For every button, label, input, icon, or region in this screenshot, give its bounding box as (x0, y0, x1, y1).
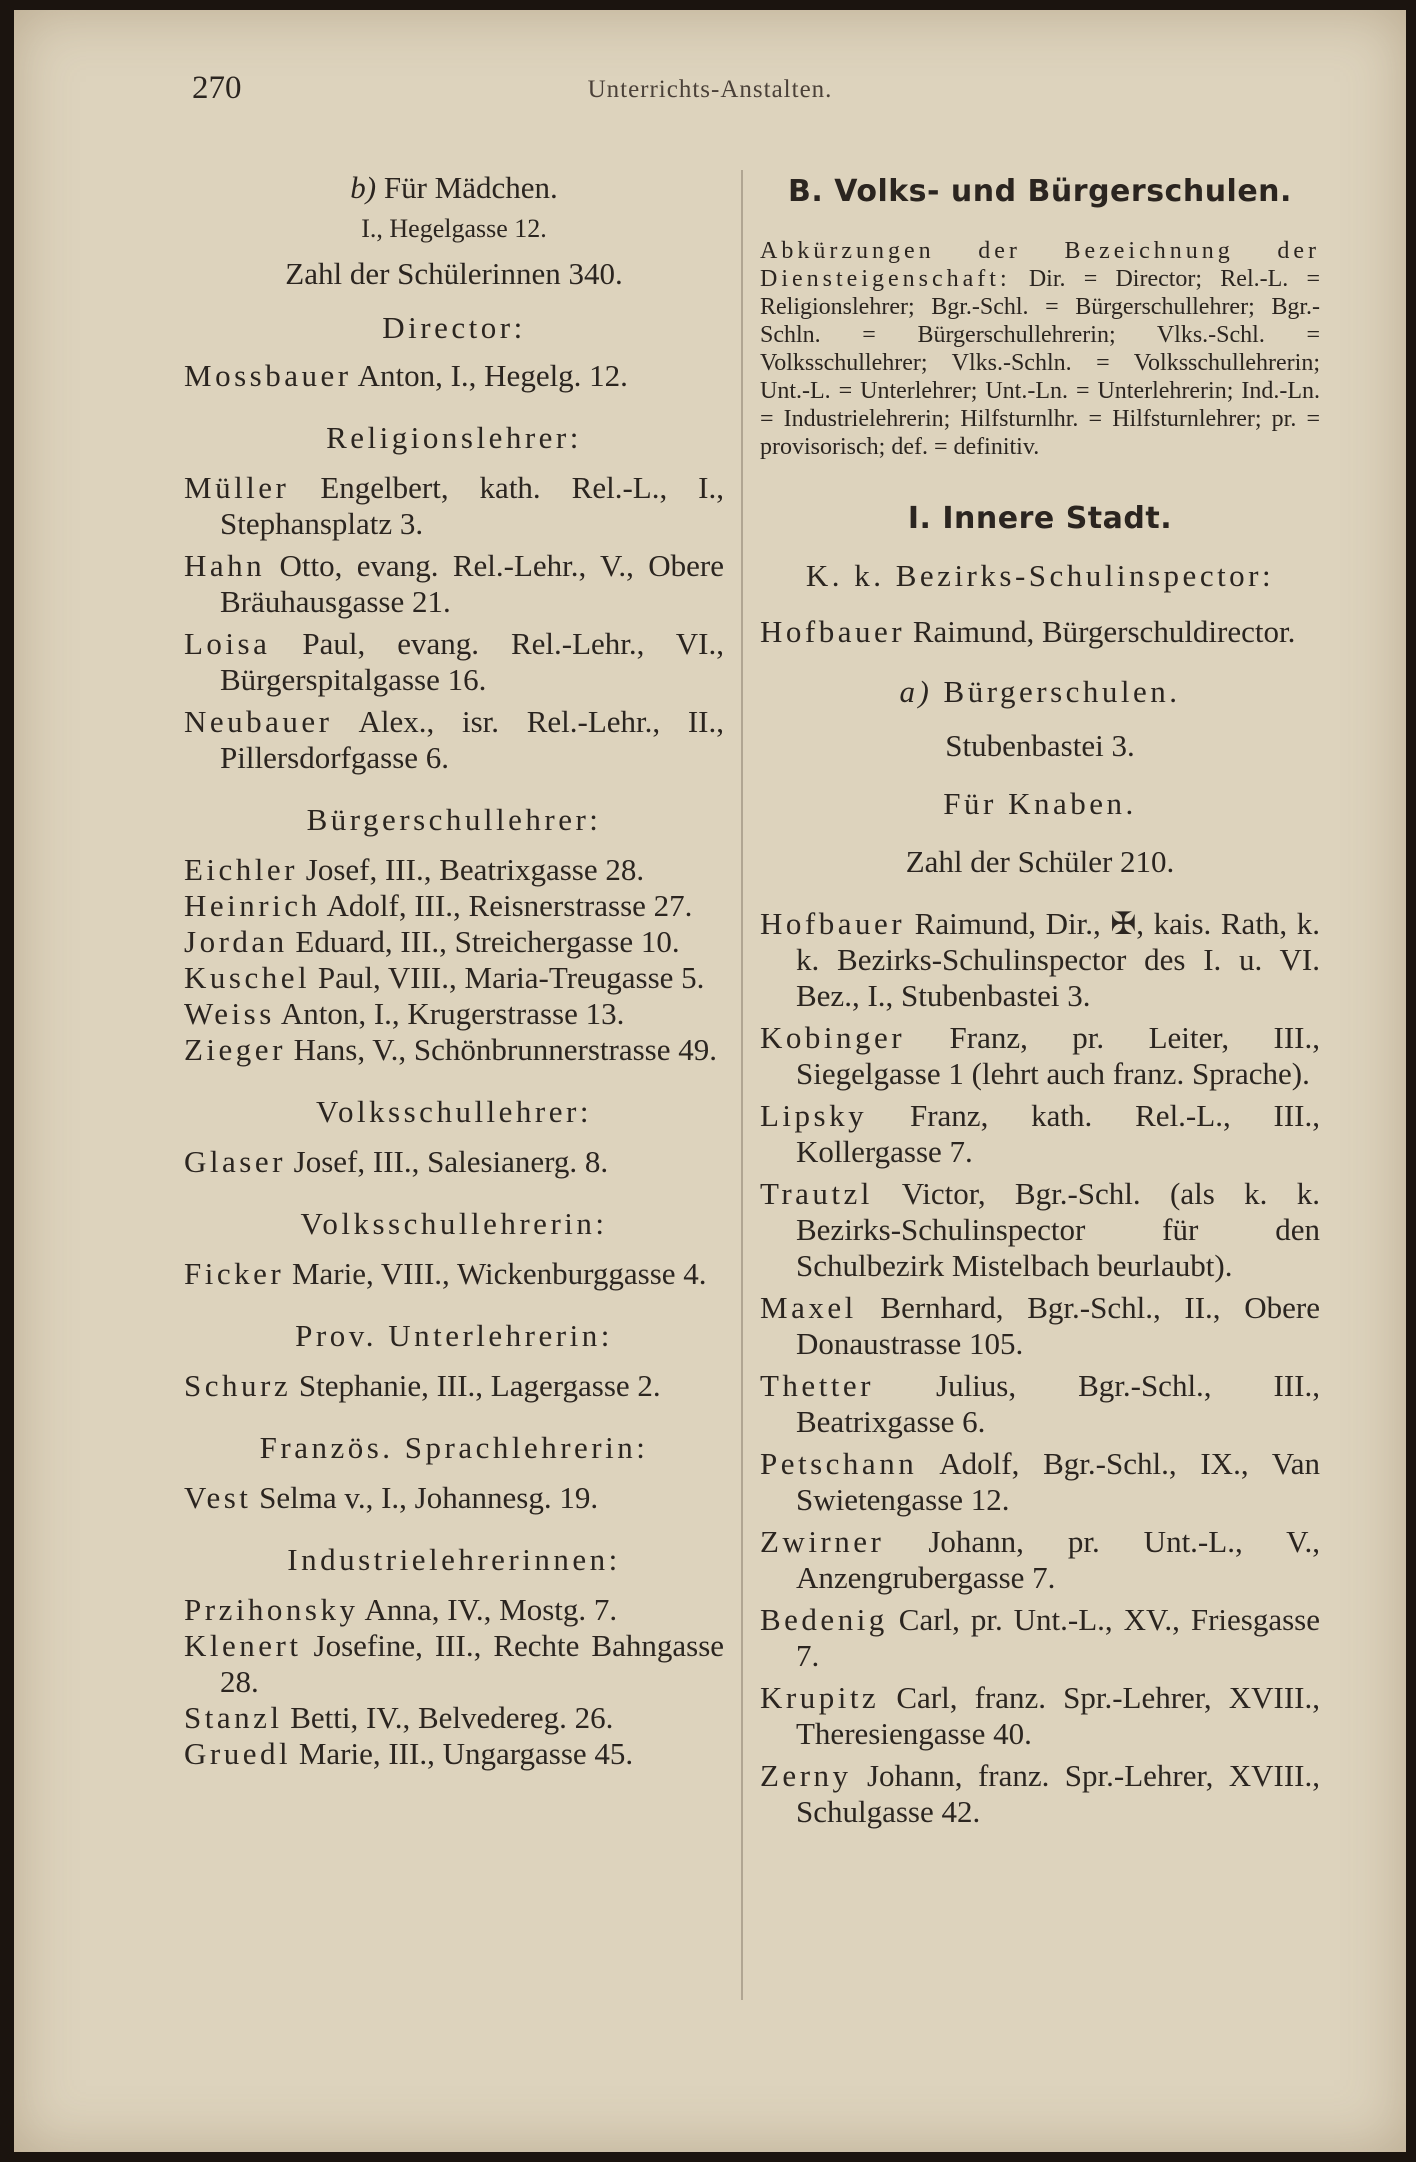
entry-details: Adolf, Bgr.-Schl., IX., Van Swietengasse 12. (796, 1446, 1320, 1517)
entry-details: Johann, pr. Unt.-L., V., Anzengrubergasse 7. (796, 1524, 1320, 1595)
list-item (184, 996, 724, 1032)
list-item (184, 960, 724, 996)
section-title (184, 170, 724, 206)
entry-details: Anna, IV., Mostg. 7. (364, 1592, 618, 1627)
list-item (760, 1368, 1320, 1440)
entry-name: Hahn (184, 548, 266, 583)
unterlehrerin-heading: Prov. Unterlehrerin: (295, 1318, 613, 1353)
list-item (760, 1176, 1320, 1284)
entry-name: Hofbauer (760, 906, 906, 941)
district-heading: I. Innere Stadt. (907, 501, 1173, 536)
entry-details: Josefine, III., Rechte Bahngasse 28. (220, 1628, 725, 1699)
entry-details: Stephanie, III., Lagergasse 2. (298, 1368, 661, 1403)
entry-details: Julius, Bgr.-Schl., III., Beatrixgasse 6. (796, 1368, 1320, 1439)
entry-name: Hofbauer (760, 614, 906, 649)
subsection-group: Für Knaben. (943, 786, 1137, 821)
entry-details: Paul, VIII., Maria-Treugasse 5. (317, 960, 705, 995)
list-item (184, 1700, 724, 1736)
list-item (760, 1098, 1320, 1170)
entry-details: Anton, I., Krugerstrasse 13. (280, 996, 625, 1031)
list-item (184, 852, 724, 888)
list-item (760, 1758, 1320, 1830)
entry-name: Zieger (184, 1032, 286, 1067)
volksschullehrerin-heading: Volksschullehrerin: (300, 1206, 608, 1241)
list-item (184, 704, 724, 776)
abbreviations (760, 237, 1320, 461)
entry-name: Petschann (760, 1446, 918, 1481)
list-item (184, 626, 724, 698)
entry-name: Weiss (184, 996, 275, 1031)
entry-details: Eduard, III., Streichergasse 10. (295, 924, 680, 959)
right-column (760, 170, 1320, 1836)
list-item (760, 1290, 1320, 1362)
entry-details: Anton, I., Hegelg. 12. (357, 358, 628, 393)
page-header (14, 70, 1406, 120)
entry-details: Franz, pr. Leiter, III., Siegelgasse 1 (lehrt auch franz. Sprache). (796, 1020, 1320, 1091)
entry-name: Thetter (760, 1368, 875, 1403)
inspector-entry (760, 614, 1320, 650)
entry-details: Otto, evang. Rel.-Lehr., V., Obere Bräuhausgasse 21. (220, 548, 724, 619)
school-address: I., Hegelgasse 12. (361, 214, 547, 243)
buergerschul-heading: Bürgerschullehrer: (306, 802, 602, 837)
entry-name: Trautzl (760, 1176, 873, 1211)
list-item (760, 1446, 1320, 1518)
entry-name: Kuschel (184, 960, 311, 995)
pupil-count-boys: Zahl der Schüler 210. (905, 844, 1175, 879)
entry-name: Zwirner (760, 1524, 885, 1559)
page-number: 270 (192, 70, 242, 106)
entry-details: Raimund, Bürgerschuldirector. (912, 614, 1296, 649)
entry-name: Kobinger (760, 1020, 906, 1055)
entry-name: Gruedl (184, 1736, 292, 1771)
list-item (184, 548, 724, 620)
entry-details: Hans, V., Schönbrunnerstrasse 49. (293, 1032, 717, 1067)
buergerschul-list (184, 852, 724, 1068)
subsection-letter: a) (899, 674, 933, 709)
entry-name: Klenert (184, 1628, 302, 1663)
entry-name: Stanzl (184, 1700, 283, 1735)
section-letter: b) (350, 170, 377, 205)
list-item (184, 924, 724, 960)
industrie-list (184, 1592, 724, 1772)
list-item (184, 1592, 724, 1628)
list-item (184, 1480, 724, 1516)
entry-details: Raimund, Dir., ✠, kais. Rath, k. k. Bezirks-Schulinspector des I. u. VI. Bez., I., Stubenbastei 3. (796, 906, 1321, 1013)
entry-name: Vest (184, 1480, 252, 1515)
entry-details: Johann, franz. Spr.-Lehrer, XVIII., Schulgasse 42. (796, 1758, 1320, 1829)
abbreviations-lead: Abkürzungen der Bezeichnung der Diensteigenschaft: (760, 238, 1320, 292)
list-item (760, 1602, 1320, 1674)
entry-name: Mossbauer (184, 358, 352, 393)
entry-name: Jordan (184, 924, 288, 959)
list-item (760, 1524, 1320, 1596)
left-column (184, 170, 724, 1772)
subsection-title (760, 674, 1320, 710)
entry-details: Victor, Bgr.-Schl. (als k. k. Bezirks-Schulinspector für den Schulbezirk Mistelbach beurlaubt). (796, 1176, 1320, 1283)
entry-details: Adolf, III., Reisnerstrasse 27. (326, 888, 693, 923)
list-item (184, 1032, 724, 1068)
volksschul-heading: Volksschullehrer: (316, 1094, 592, 1129)
entry-details: Engelbert, kath. Rel.-L., I., Stephansplatz 3. (220, 470, 724, 541)
entry-name: Zerny (760, 1758, 852, 1793)
director-entry (184, 358, 724, 394)
director-heading: Director: (382, 310, 526, 345)
abbreviations-text: Dir. = Director; Rel.-L. = Religionslehrer; Bgr.-Schl. = Bürgerschullehrer; Bgr.-Schln. = Bürgerschullehrerin; Vlks.-Schl. = Volksschullehrer; Vlks.-Schln. = Volksschullehrerin; Unt.-L. = Unterlehrer; Unt.-Ln. = Unterlehrerin; Ind.-Ln. = Industrielehrerin; Hilfsturnlhr. = Hilfsturnlehrer; pr. = provisorisch; def. = definitiv. (760, 266, 1321, 460)
section-title-text: Für Mädchen. (383, 170, 558, 205)
list-item (184, 1368, 724, 1404)
entry-details: Josef, III., Salesianerg. 8. (293, 1144, 609, 1179)
entry-name: Przihonsky (184, 1592, 359, 1627)
entry-details: Bernhard, Bgr.-Schl., II., Obere Donaustrasse 105. (796, 1290, 1320, 1361)
list-item (184, 1628, 724, 1700)
staff-list (760, 906, 1320, 1830)
main-heading: B. Volks- und Bürgerschulen. (788, 174, 1292, 209)
entry-name: Glaser (184, 1144, 286, 1179)
entry-details: Marie, III., Ungargasse 45. (298, 1736, 634, 1771)
entry-details: Selma v., I., Johannesg. 19. (259, 1480, 599, 1515)
entry-details: Josef, III., Beatrixgasse 28. (305, 852, 645, 887)
religion-heading: Religionslehrer: (326, 420, 582, 455)
list-item (184, 470, 724, 542)
list-item (760, 1680, 1320, 1752)
entry-details: Paul, evang. Rel.-Lehr., VI., Bürgerspitalgasse 16. (220, 626, 725, 697)
entry-name: Maxel (760, 1290, 857, 1325)
running-head: Unterrichts-Anstalten. (587, 76, 833, 103)
list-item (184, 888, 724, 924)
sprachlehrerin-heading: Französ. Sprachlehrerin: (259, 1430, 649, 1465)
entry-name: Heinrich (184, 888, 321, 923)
religion-list (184, 470, 724, 776)
subsection-title-text: Bürgerschulen. (943, 674, 1181, 709)
entry-details: Carl, pr. Unt.-L., XV., Friesgasse 7. (796, 1602, 1320, 1673)
entry-name: Eichler (184, 852, 299, 887)
entry-name: Müller (184, 470, 290, 505)
entry-name: Neubauer (184, 704, 333, 739)
entry-name: Schurz (184, 1368, 292, 1403)
list-item (184, 1256, 724, 1292)
entry-details: Alex., isr. Rel.-Lehr., II., Pillersdorfgasse 6. (220, 704, 724, 775)
inspector-heading: K. k. Bezirks-Schulinspector: (805, 558, 1275, 593)
entry-details: Franz, kath. Rel.-L., III., Kollergasse 7. (796, 1098, 1321, 1169)
list-item (760, 906, 1320, 1014)
entry-name: Bedenig (760, 1602, 888, 1637)
entry-details: Marie, VIII., Wickenburggasse 4. (291, 1256, 707, 1291)
list-item (184, 1736, 724, 1772)
subsection-address: Stubenbastei 3. (945, 728, 1135, 763)
page (14, 10, 1406, 2152)
industrie-heading: Industrielehrerinnen: (287, 1542, 621, 1577)
entry-details: Betti, IV., Belvedereg. 26. (290, 1700, 614, 1735)
entry-name: Lipsky (760, 1098, 868, 1133)
column-divider (741, 170, 743, 2000)
list-item (760, 1020, 1320, 1092)
entry-name: Loisa (184, 626, 271, 661)
pupil-count: Zahl der Schülerinnen 340. (285, 256, 623, 291)
entry-name: Ficker (184, 1256, 285, 1291)
entry-name: Krupitz (760, 1680, 880, 1715)
list-item (184, 1144, 724, 1180)
entry-details: Carl, franz. Spr.-Lehrer, XVIII., Theresiengasse 40. (796, 1680, 1320, 1751)
